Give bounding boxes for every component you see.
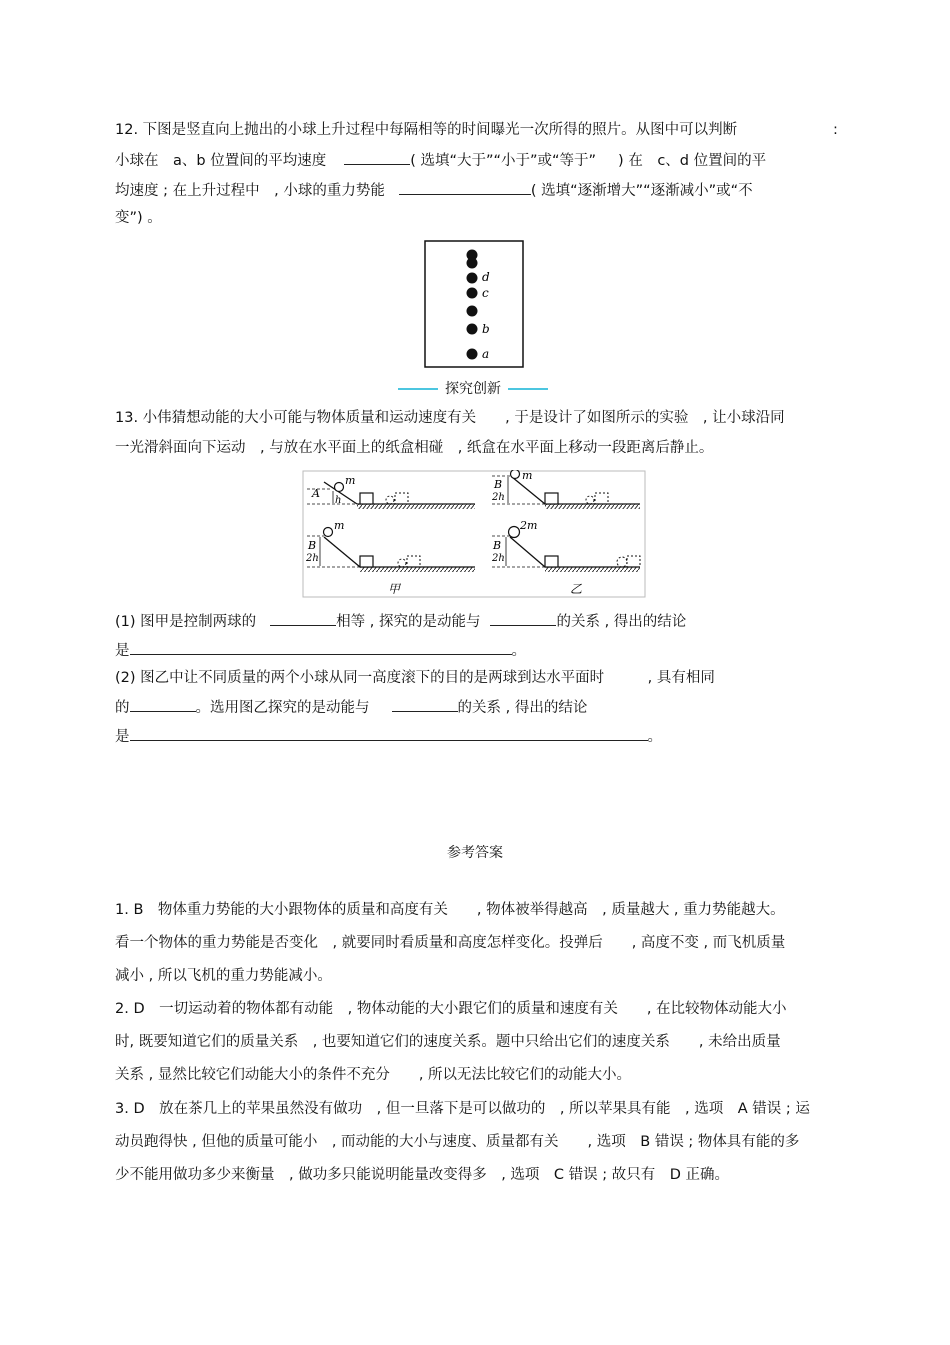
svg-text:B: B bbox=[493, 539, 502, 552]
q12-ball-photo-figure bbox=[424, 240, 524, 368]
ball-d bbox=[467, 273, 478, 284]
q12-line-1: 12. 下图是竖直向上抛出的小球上升过程中每隔相等的时间曝光一次所得的照片。从图中可以判断 bbox=[115, 122, 738, 138]
ball-b bbox=[467, 324, 478, 335]
label-b: b bbox=[482, 322, 490, 336]
svg-text:B: B bbox=[308, 539, 317, 552]
q13-part1-line-2: 是 。 bbox=[115, 640, 526, 661]
q12-blank-1[interactable] bbox=[344, 150, 410, 165]
q12-line-2: 小球在 a、b 位置间的平均速度 ( 选填“大于”“小于”或“等于” ) 在 c、d 位置间的平 bbox=[115, 150, 766, 171]
label-d: d bbox=[482, 270, 490, 284]
q13-experiment-figure bbox=[302, 470, 646, 598]
q13-blank-3[interactable] bbox=[130, 640, 512, 655]
q13-part2-line-1: (2) 图乙中让不同质量的两个小球从同一高度滚下的目的是两球到达水平面时 , 具有相同 bbox=[115, 670, 715, 686]
figure-frame bbox=[303, 471, 645, 597]
answer-2-line-1: 2. D 一切运动着的物体都有动能 , 物体动能的大小跟它们的质量和速度有关 , 在比较物体动能大小 bbox=[115, 1001, 787, 1017]
caption-jia: 甲 bbox=[388, 582, 401, 596]
answer-1-line-1: 1. B 物体重力势能的大小跟物体的质量和高度有关 , 物体被举得越高 , 质量越大 , 重力势能越大。 bbox=[115, 902, 785, 918]
q13-blank-4[interactable] bbox=[130, 697, 196, 712]
q13-part1-line-1: (1) 图甲是控制两球的 相等 , 探究的是动能与 的关系 , 得出的结论 bbox=[115, 611, 686, 632]
answer-1-line-2: 看一个物体的重力势能是否变化 , 就要同时看质量和高度怎样变化。投弹后 , 高度不变 , 而飞机质量 bbox=[115, 935, 786, 951]
label-a: a bbox=[482, 347, 490, 361]
svg-text:m: m bbox=[334, 519, 345, 532]
q12-blank-2[interactable] bbox=[399, 180, 531, 195]
q12-line-1-colon: : bbox=[833, 122, 838, 138]
q13-part2-line-2: 的 。选用图乙探究的是动能与 的关系 , 得出的结论 bbox=[115, 697, 587, 718]
answer-3-line-3: 少不能用做功多少来衡量 , 做功多只能说明能量改变得多 , 选项 C 错误 ; 故只有 D 正确。 bbox=[115, 1167, 730, 1183]
answer-1-line-3: 减小 , 所以飞机的重力势能减小。 bbox=[115, 968, 332, 984]
q13-blank-2[interactable] bbox=[490, 611, 556, 626]
answer-3-line-1: 3. D 放在茶几上的苹果虽然没有做功 , 但一旦落下是可以做功的 , 所以苹果具有能 , 选项 A 错误 ; 运 bbox=[115, 1101, 810, 1117]
svg-text:h: h bbox=[335, 495, 342, 506]
svg-text:2m: 2m bbox=[520, 519, 538, 532]
ball bbox=[467, 306, 478, 317]
ball-a bbox=[467, 349, 478, 360]
answer-2-line-2: 时, 既要知道它们的质量关系 , 也要知道它们的速度关系。题中只给出它们的速度关系 , 未给出质量 bbox=[115, 1034, 781, 1050]
svg-text:A: A bbox=[312, 487, 320, 500]
q13-line-2: 一光滑斜面向下运动 , 与放在水平面上的纸盒相碰 , 纸盒在水平面上移动一段距离后静止。 bbox=[115, 440, 714, 456]
q13-part2-line-3: 是 。 bbox=[115, 726, 662, 747]
section-title: 探究创新 bbox=[445, 381, 501, 397]
svg-text:2h: 2h bbox=[492, 492, 505, 503]
ball bbox=[467, 258, 478, 269]
svg-text:m: m bbox=[345, 474, 356, 487]
answers-heading: 参考答案 bbox=[447, 845, 503, 861]
caption-yi: 乙 bbox=[570, 582, 583, 596]
section-divider bbox=[398, 379, 548, 399]
svg-text:B: B bbox=[494, 478, 503, 491]
label-c: c bbox=[482, 286, 489, 300]
answer-2-line-3: 关系 , 显然比较它们动能大小的条件不充分 , 所以无法比较它们的动能大小。 bbox=[115, 1067, 632, 1083]
q13-line-1: 13. 小伟猜想动能的大小可能与物体质量和运动速度有关 , 于是设计了如图所示的实验 , 让小球沿同 bbox=[115, 410, 785, 426]
svg-text:2h: 2h bbox=[306, 553, 319, 564]
svg-text:m: m bbox=[522, 470, 533, 482]
q12-line-3: 均速度 ; 在上升过程中 , 小球的重力势能 ( 选填“逐渐增大”“逐渐减小”或“不 bbox=[115, 180, 753, 201]
ball-c bbox=[467, 288, 478, 299]
divider-bar-right bbox=[508, 388, 548, 390]
q13-blank-5[interactable] bbox=[392, 697, 458, 712]
answer-3-line-2: 动员跑得快 , 但他的质量可能小 , 而动能的大小与速度、质量都有关 , 选项 B 错误 ; 物体具有能的多 bbox=[115, 1134, 800, 1150]
q13-blank-6[interactable] bbox=[130, 726, 648, 741]
q13-blank-1[interactable] bbox=[270, 611, 336, 626]
divider-bar-left bbox=[398, 388, 438, 390]
q12-line-4: 变”) 。 bbox=[115, 210, 162, 226]
svg-text:2h: 2h bbox=[492, 553, 505, 564]
